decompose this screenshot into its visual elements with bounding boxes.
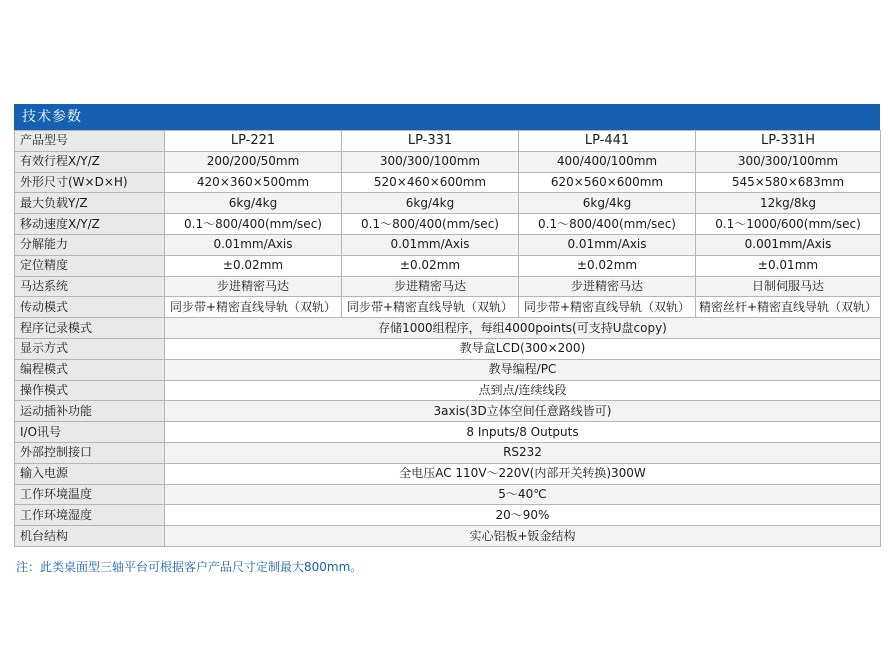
cell-lp-331h: 545×580×683mm xyxy=(696,172,881,193)
row-label: I/O讯号 xyxy=(15,422,165,443)
row-label: 操作模式 xyxy=(15,380,165,401)
row-label: 显示方式 xyxy=(15,338,165,359)
cell-lp-331: 0.1～800/400(mm/sec) xyxy=(342,214,519,235)
table-row xyxy=(15,276,881,297)
cell-lp-331: 520×460×600mm xyxy=(342,172,519,193)
cell-shared: 3axis(3D立体空间任意路线皆可) xyxy=(165,401,881,422)
cell-shared: 5～40℃ xyxy=(165,484,881,505)
table-row xyxy=(15,380,881,401)
row-label: 有效行程X/Y/Z xyxy=(15,151,165,172)
row-label: 传动模式 xyxy=(15,297,165,318)
cell-lp-221: 420×360×500mm xyxy=(165,172,342,193)
cell-lp-331: 0.01mm/Axis xyxy=(342,234,519,255)
table-row xyxy=(15,505,881,526)
section-title: 技术参数 xyxy=(14,104,880,130)
table-row xyxy=(15,526,881,547)
cell-shared: 20～90% xyxy=(165,505,881,526)
cell-lp-221: 200/200/50mm xyxy=(165,151,342,172)
cell-lp-331h: 12kg/8kg xyxy=(696,193,881,214)
cell-shared: 教导盒LCD(300×200) xyxy=(165,338,881,359)
table-row xyxy=(15,151,881,172)
cell-shared: 8 Inputs/8 Outputs xyxy=(165,422,881,443)
row-label: 外部控制接口 xyxy=(15,442,165,463)
row-label: 马达系统 xyxy=(15,276,165,297)
cell-lp-331: 6kg/4kg xyxy=(342,193,519,214)
cell-lp-331h: 300/300/100mm xyxy=(696,151,881,172)
table-row xyxy=(15,131,881,152)
row-label: 编程模式 xyxy=(15,359,165,380)
cell-lp-441: 0.1～800/400(mm/sec) xyxy=(519,214,696,235)
cell-lp-331: LP-331 xyxy=(342,131,519,152)
cell-lp-441: 6kg/4kg xyxy=(519,193,696,214)
table-row xyxy=(15,255,881,276)
spec-table-body xyxy=(15,131,881,547)
row-label: 工作环境温度 xyxy=(15,484,165,505)
spec-sheet xyxy=(14,104,880,547)
table-row xyxy=(15,463,881,484)
table-row xyxy=(15,442,881,463)
table-row xyxy=(15,193,881,214)
cell-shared: 全电压AC 110V～220V(内部开关转换)300W xyxy=(165,463,881,484)
row-label: 程序记录模式 xyxy=(15,318,165,339)
row-label: 移动速度X/Y/Z xyxy=(15,214,165,235)
cell-lp-441: 620×560×600mm xyxy=(519,172,696,193)
row-label: 产品型号 xyxy=(15,131,165,152)
cell-shared: 存储1000组程序，每组4000points(可支持U盘copy) xyxy=(165,318,881,339)
cell-shared: 点到点/连续线段 xyxy=(165,380,881,401)
cell-lp-221: 步进精密马达 xyxy=(165,276,342,297)
cell-lp-221: 同步带+精密直线导轨（双轨） xyxy=(165,297,342,318)
table-row xyxy=(15,338,881,359)
cell-lp-331h: 精密丝杆+精密直线导轨（双轨） xyxy=(696,297,881,318)
cell-lp-331: 300/300/100mm xyxy=(342,151,519,172)
cell-shared: 实心铝板+钣金结构 xyxy=(165,526,881,547)
table-row xyxy=(15,234,881,255)
cell-lp-331: ±0.02mm xyxy=(342,255,519,276)
row-label: 分解能力 xyxy=(15,234,165,255)
cell-lp-221: 0.01mm/Axis xyxy=(165,234,342,255)
cell-lp-221: LP-221 xyxy=(165,131,342,152)
table-row xyxy=(15,172,881,193)
cell-lp-221: 0.1～800/400(mm/sec) xyxy=(165,214,342,235)
cell-lp-331h: 0.1～1000/600(mm/sec) xyxy=(696,214,881,235)
row-label: 工作环境湿度 xyxy=(15,505,165,526)
cell-shared: 教导编程/PC xyxy=(165,359,881,380)
cell-lp-441: 同步带+精密直线导轨（双轨） xyxy=(519,297,696,318)
row-label: 外形尺寸(W×D×H) xyxy=(15,172,165,193)
row-label: 最大负载Y/Z xyxy=(15,193,165,214)
row-label: 输入电源 xyxy=(15,463,165,484)
cell-lp-441: 0.01mm/Axis xyxy=(519,234,696,255)
table-row xyxy=(15,359,881,380)
cell-lp-221: ±0.02mm xyxy=(165,255,342,276)
table-row xyxy=(15,422,881,443)
row-label: 运动插补功能 xyxy=(15,401,165,422)
cell-lp-441: ±0.02mm xyxy=(519,255,696,276)
cell-lp-331h: ±0.01mm xyxy=(696,255,881,276)
cell-shared: RS232 xyxy=(165,442,881,463)
spec-table xyxy=(14,130,881,547)
cell-lp-441: 400/400/100mm xyxy=(519,151,696,172)
cell-lp-331: 步进精密马达 xyxy=(342,276,519,297)
cell-lp-331h: 0.001mm/Axis xyxy=(696,234,881,255)
row-label: 定位精度 xyxy=(15,255,165,276)
table-row xyxy=(15,484,881,505)
cell-lp-331: 同步带+精密直线导轨（双轨） xyxy=(342,297,519,318)
cell-lp-331h: LP-331H xyxy=(696,131,881,152)
table-row xyxy=(15,297,881,318)
footnote: 注：此类桌面型三轴平台可根据客户产品尺寸定制最大800mm。 xyxy=(16,560,363,574)
table-row xyxy=(15,401,881,422)
row-label: 机台结构 xyxy=(15,526,165,547)
cell-lp-441: LP-441 xyxy=(519,131,696,152)
cell-lp-441: 步进精密马达 xyxy=(519,276,696,297)
table-row xyxy=(15,214,881,235)
table-row xyxy=(15,318,881,339)
cell-lp-331h: 日制伺服马达 xyxy=(696,276,881,297)
cell-lp-221: 6kg/4kg xyxy=(165,193,342,214)
